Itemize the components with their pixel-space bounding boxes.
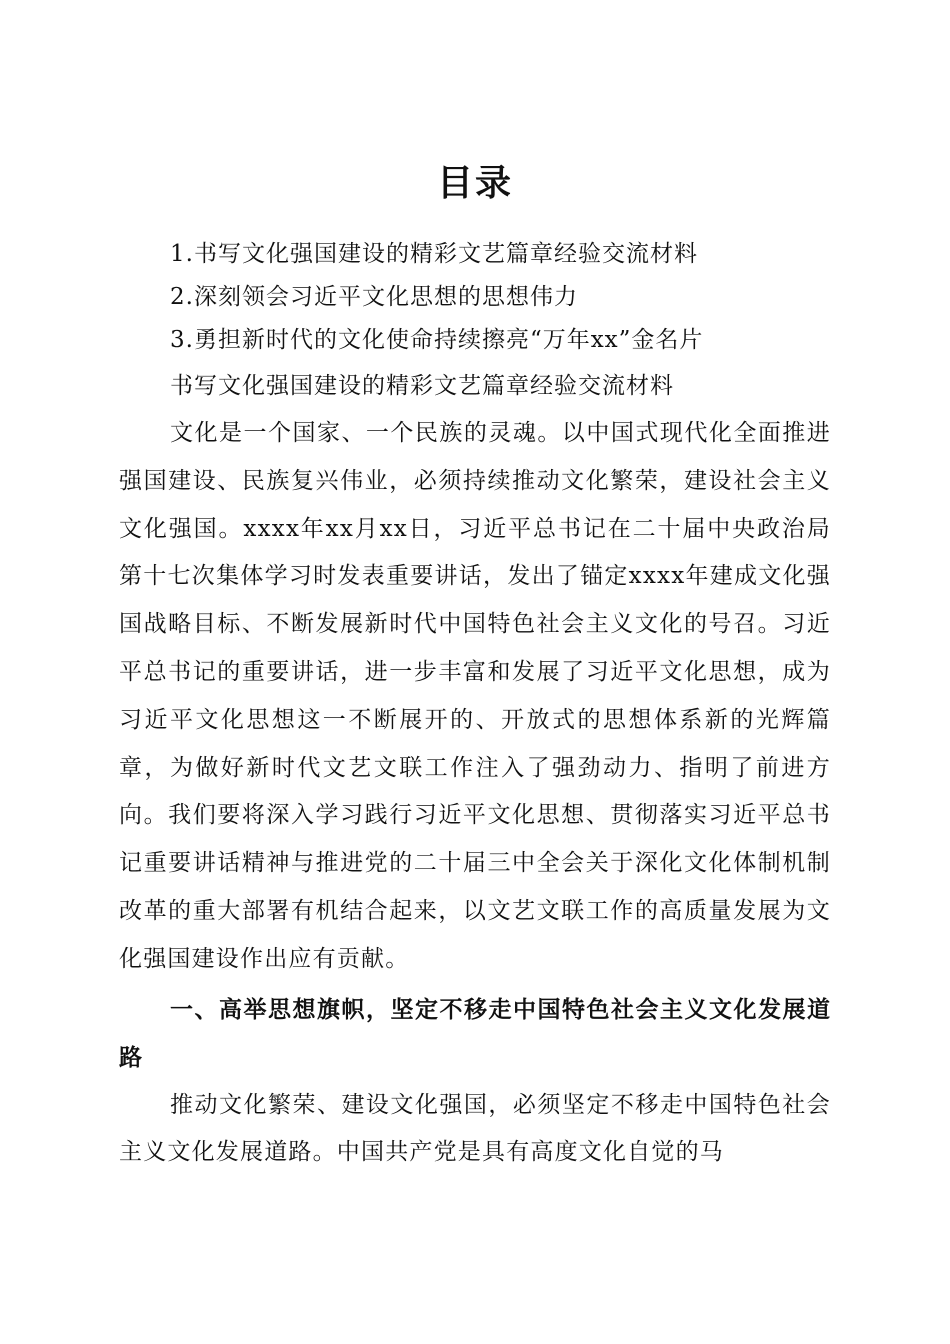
article-title: 书写文化强国建设的精彩文艺篇章经验交流材料 bbox=[170, 373, 674, 399]
intro-paragraph: 文化是一个国家、一个民族的灵魂。以中国式现代化全面推进强国建设、民族复兴伟业，必须持续推动文化繁荣，建设社会主义文化强国。xxxx年xx月xx日，习近平总书记在二十届中央政治局第十七次集体学习时发表重要讲话，发出了锚定xxxx年建成文化强国战略目标、不断发展新时代中国特色社会主义文化的号召。习近平总书记的重要讲话，进一步丰富和发展了习近平文化思想，成为习近平文化思想这一不断展开的、开放式的思想体系新的光辉篇章，为做好新时代文艺文联工作注入了强劲动力、指明了前进方向。我们要将深入学习践行习近平文化思想、贯彻落实习近平总书记重要讲话精神与推进党的二十届三中全会关于深化文化体制机制改革的重大部署有机结合起来，以文艺文联工作的高质量发展为文化强国建设作出应有贡献。 bbox=[119, 420, 831, 972]
toc-item: 3.勇担新时代的文化使命持续擦亮“万年xx”金名片 bbox=[170, 327, 704, 353]
section-heading: 一、高举思想旗帜，坚定不移走中国特色社会主义文化发展道路 bbox=[119, 996, 831, 1071]
toc-item: 1.书写文化强国建设的精彩文艺篇章经验交流材料 bbox=[170, 241, 698, 267]
article-body bbox=[119, 362, 831, 1177]
toc-item: 2.深刻领会习近平文化思想的思想伟力 bbox=[170, 284, 578, 310]
section-paragraph: 推动文化繁荣、建设文化强国，必须坚定不移走中国特色社会主义文化发展道路。中国共产党是具有高度文化自觉的马 bbox=[119, 1091, 831, 1166]
table-of-contents bbox=[170, 233, 870, 362]
toc-title: 目录 bbox=[436, 163, 513, 205]
